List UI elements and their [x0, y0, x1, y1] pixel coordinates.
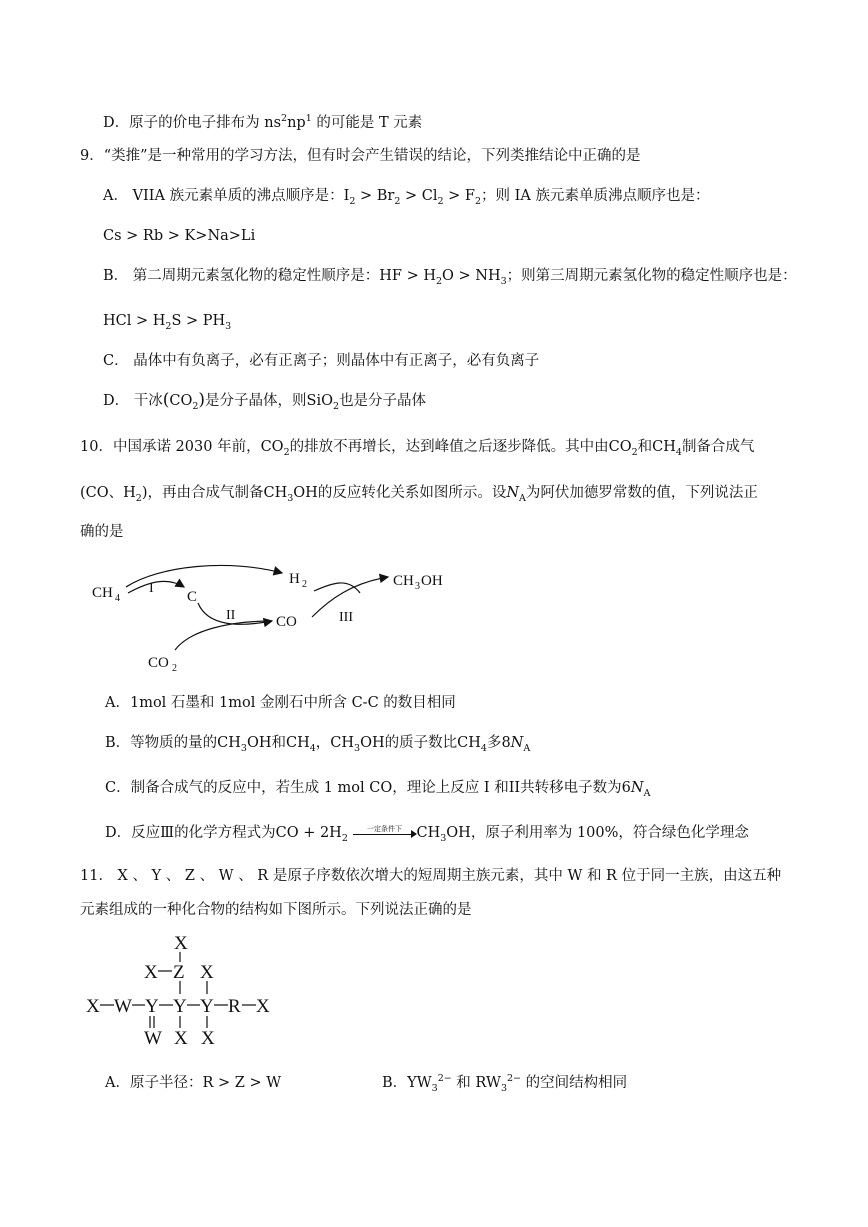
label-ii: II — [226, 608, 236, 623]
reaction-diagram — [80, 555, 460, 680]
node-c: C — [187, 589, 198, 605]
svg-text:H: H — [289, 571, 300, 587]
svg-text:R: R — [228, 996, 241, 1017]
q10-option-c: C．制备合成气的反应中，若生成 1 mol CO，理论上反应 I 和II共转移电子数为$6N_A$ — [105, 780, 651, 799]
q9-stem: 9．“类推”是一种常用的学习方法，但有时会产生错误的结论，下列类推结论中正确的是 — [80, 148, 641, 164]
svg-text:X: X — [201, 1028, 215, 1049]
q9-option-b-line2: HCl > $H_2S > PH_3$ — [103, 313, 232, 332]
q10-stem-line2: (CO、$H_2$)，再由合成气制备$CH_3OH$的反应转化关系如图所示。设$N_A$为阿伏加德罗常数的值，下列说法正 — [80, 485, 758, 504]
q9-option-a-line2: Cs > Rb > K>Na>Li — [103, 228, 256, 244]
q8-option-d: D．原子的价电子排布为 $ns^2np^1$ 的可能是 T 元素 — [103, 113, 423, 131]
svg-text:OH: OH — [421, 573, 443, 589]
svg-text:Y: Y — [145, 996, 159, 1017]
q9-option-b-line1: B． 第二周期元素氢化物的稳定性顺序是：HF > $H_2O > NH_3$；则第三周期元素氢化物的稳定性顺序也是： — [103, 268, 797, 287]
svg-text:X: X — [174, 933, 188, 954]
svg-text:X: X — [200, 962, 214, 983]
label-i: I — [149, 581, 154, 596]
label-iii: III — [339, 610, 353, 625]
q10-option-d: D．反应Ⅲ的化学方程式为CO + $2H_2$ 一定条件下 $CH_3OH$，原子利用率为 100%，符合绿色化学理念 — [105, 825, 749, 844]
svg-text:2: 2 — [172, 663, 177, 674]
q10-option-a: A．1mol 石墨和 1mol 金刚石中所含 C-C 的数目相同 — [105, 695, 456, 711]
svg-text:3: 3 — [415, 581, 420, 592]
svg-text:CO: CO — [148, 655, 169, 671]
svg-text:Z: Z — [173, 962, 185, 983]
q9-option-a-line1: A． VIIA 族元素单质的沸点顺序是：$I_2 > Br_2 > Cl_2 > F_2$；则 IA 族元素单质沸点顺序也是： — [103, 188, 710, 207]
svg-text:Y: Y — [173, 996, 187, 1017]
svg-text:X: X — [256, 996, 270, 1017]
svg-text:W: W — [114, 996, 132, 1017]
svg-text:CH: CH — [92, 585, 113, 601]
q11-stem-line1: 11． X 、 Y 、 Z 、 W 、 R 是原子序数依次增大的短周期主族元素，其中 W 和 R 位于同一主族，由这五种 — [80, 868, 782, 884]
node-co: CO — [276, 614, 297, 630]
svg-text:W: W — [144, 1028, 162, 1049]
svg-text:Y: Y — [200, 996, 214, 1017]
structure-diagram — [80, 928, 300, 1053]
q10-option-b: B．等物质的量的$CH_3OH$和$CH_4$，$CH_3OH$的质子数比$CH_4$多$8N_A$ — [105, 735, 531, 754]
svg-text:2: 2 — [302, 579, 307, 590]
node-ch3oh — [393, 573, 443, 592]
q11-stem-line2: 元素组成的一种化合物的结构如下图所示。下列说法正确的是 — [80, 902, 472, 918]
q10-stem-line1: 10．中国承诺 2030 年前，$CO_2$的排放不再增长，达到峰值之后逐步降低。其中由$CO_2$和$CH_4$制备合成气 — [80, 439, 755, 458]
svg-text:X: X — [86, 996, 100, 1017]
arrow-ch4-c — [128, 581, 184, 593]
q9-option-d: D． 干冰$(CO_2)$是分子晶体，则SiO$_2$也是分子晶体 — [103, 390, 427, 412]
svg-text:X: X — [174, 1028, 188, 1049]
q10-stem-line3: 确的是 — [80, 524, 124, 540]
reaction-arrow: 一定条件下 — [353, 826, 417, 840]
q9-option-c: C． 晶体中有负离子，必有正离子；则晶体中有正离子，必有负离子 — [103, 353, 540, 369]
node-co2 — [148, 655, 177, 674]
node-ch4 — [92, 585, 120, 604]
q11-option-a: A．原子半径：R > Z > W — [105, 1075, 282, 1091]
svg-text:X: X — [144, 962, 158, 983]
node-h2 — [289, 571, 307, 590]
q11-option-b: B．$YW_3^{2-}$ 和 $RW_3^{2-}$ 的空间结构相同 — [382, 1073, 628, 1094]
svg-text:CH: CH — [393, 573, 414, 589]
svg-text:4: 4 — [115, 593, 120, 604]
arrow-co2-co — [175, 621, 272, 650]
